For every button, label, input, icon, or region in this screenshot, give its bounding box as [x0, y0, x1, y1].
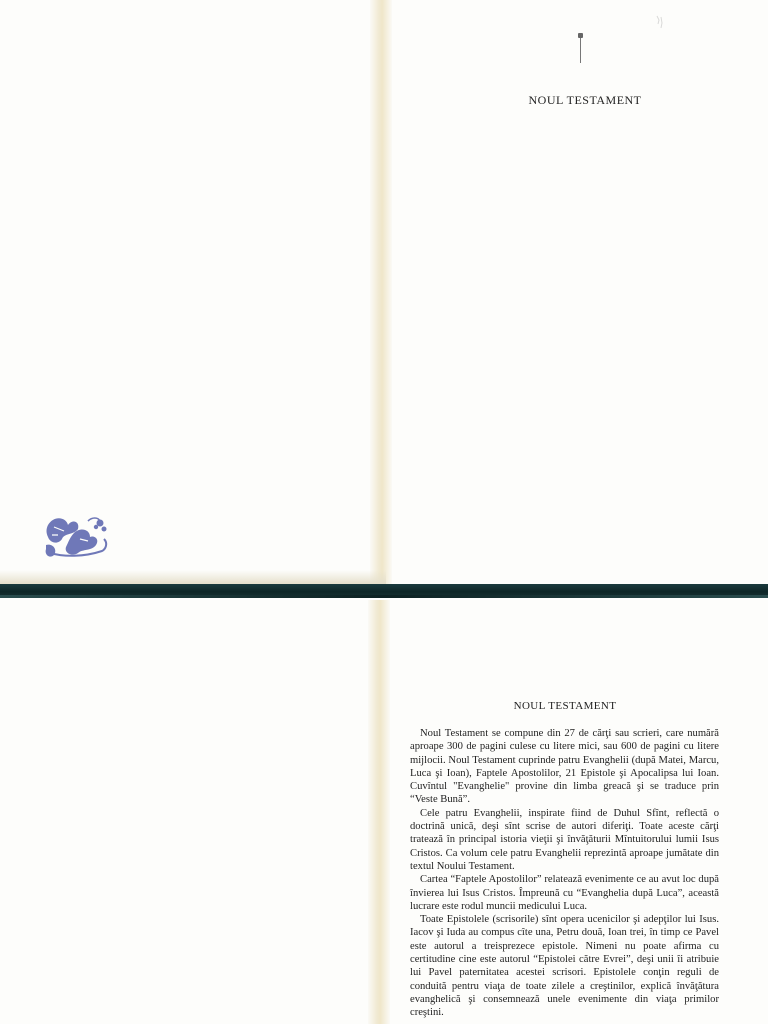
page-title-bottom: NOUL TESTAMENT — [513, 700, 617, 712]
paragraph: Cartea “Faptele Apostolilor” relatează evenimente ce au avut loc după învierea lui Isus Cristos. Împreună cu “Evanghelia după Luca”, această lucrare este rodul muncii medicului Luca. — [410, 874, 719, 912]
paragraph: Toate Epistolele (scrisorile) sînt opera ucenicilor şi adepţilor lui Isus. Iacov şi Iuda au compus cîte una, Petru două, Ioan trei, în timp ce Pavel este autorul a treisprezece epistole. Nimeni nu poate afirma cu certitudine cine este autorul “Epistolei către Evrei”, deşi unii îi atribuie lui Pavel paternitatea acestei scrisori. Epistolele conţin reguli de conduită pentru viaţa de toate zilele a creştinilor, explică învăţătura evanghelică şi consemnează unele evenimente din viaţa primilor creştini. — [410, 914, 719, 1019]
paragraph: Cele patru Evanghelii, inspirate fiind de Duhul Sfînt, reflectă o doctrină unică, deşi sînt scrise de autori diferiţi. Toate aceste cărţi tratează în principal istoria vieţii şi învăţăturii Mîntuitorului lumii Isus Cristos. Ca volum cele patru Evanghelii reprezintă aproape jumătate din textul Noului Testament. — [410, 807, 719, 872]
page-title-top: NOUL TESTAMENT — [528, 93, 642, 107]
body-text — [410, 727, 719, 1020]
page-edge-shadow — [0, 570, 386, 584]
vine-ornament-icon — [44, 513, 110, 559]
paragraph: Noul Testament se compune din 27 de cărţi sau scrieri, care numără aproape 300 de pagini culese cu litere mici, sau 600 de pagini cu litere mijlocii. Noul Testament cuprinde patru Evanghelii (după Matei, Marcu, Luca şi Ioan), Faptele Apostolilor, 21 Epistole şi Apocalipsa lui Ioan. Cuvîntul "Evanghelie" provine din limba greacă şi se traduce prin “Veste Bună”. — [410, 728, 719, 806]
gutter-bottom — [368, 600, 390, 1024]
gutter-top — [370, 0, 392, 586]
speck-mark — [655, 14, 665, 30]
page-mark-icon — [580, 33, 581, 63]
book-spine-band — [0, 584, 768, 598]
